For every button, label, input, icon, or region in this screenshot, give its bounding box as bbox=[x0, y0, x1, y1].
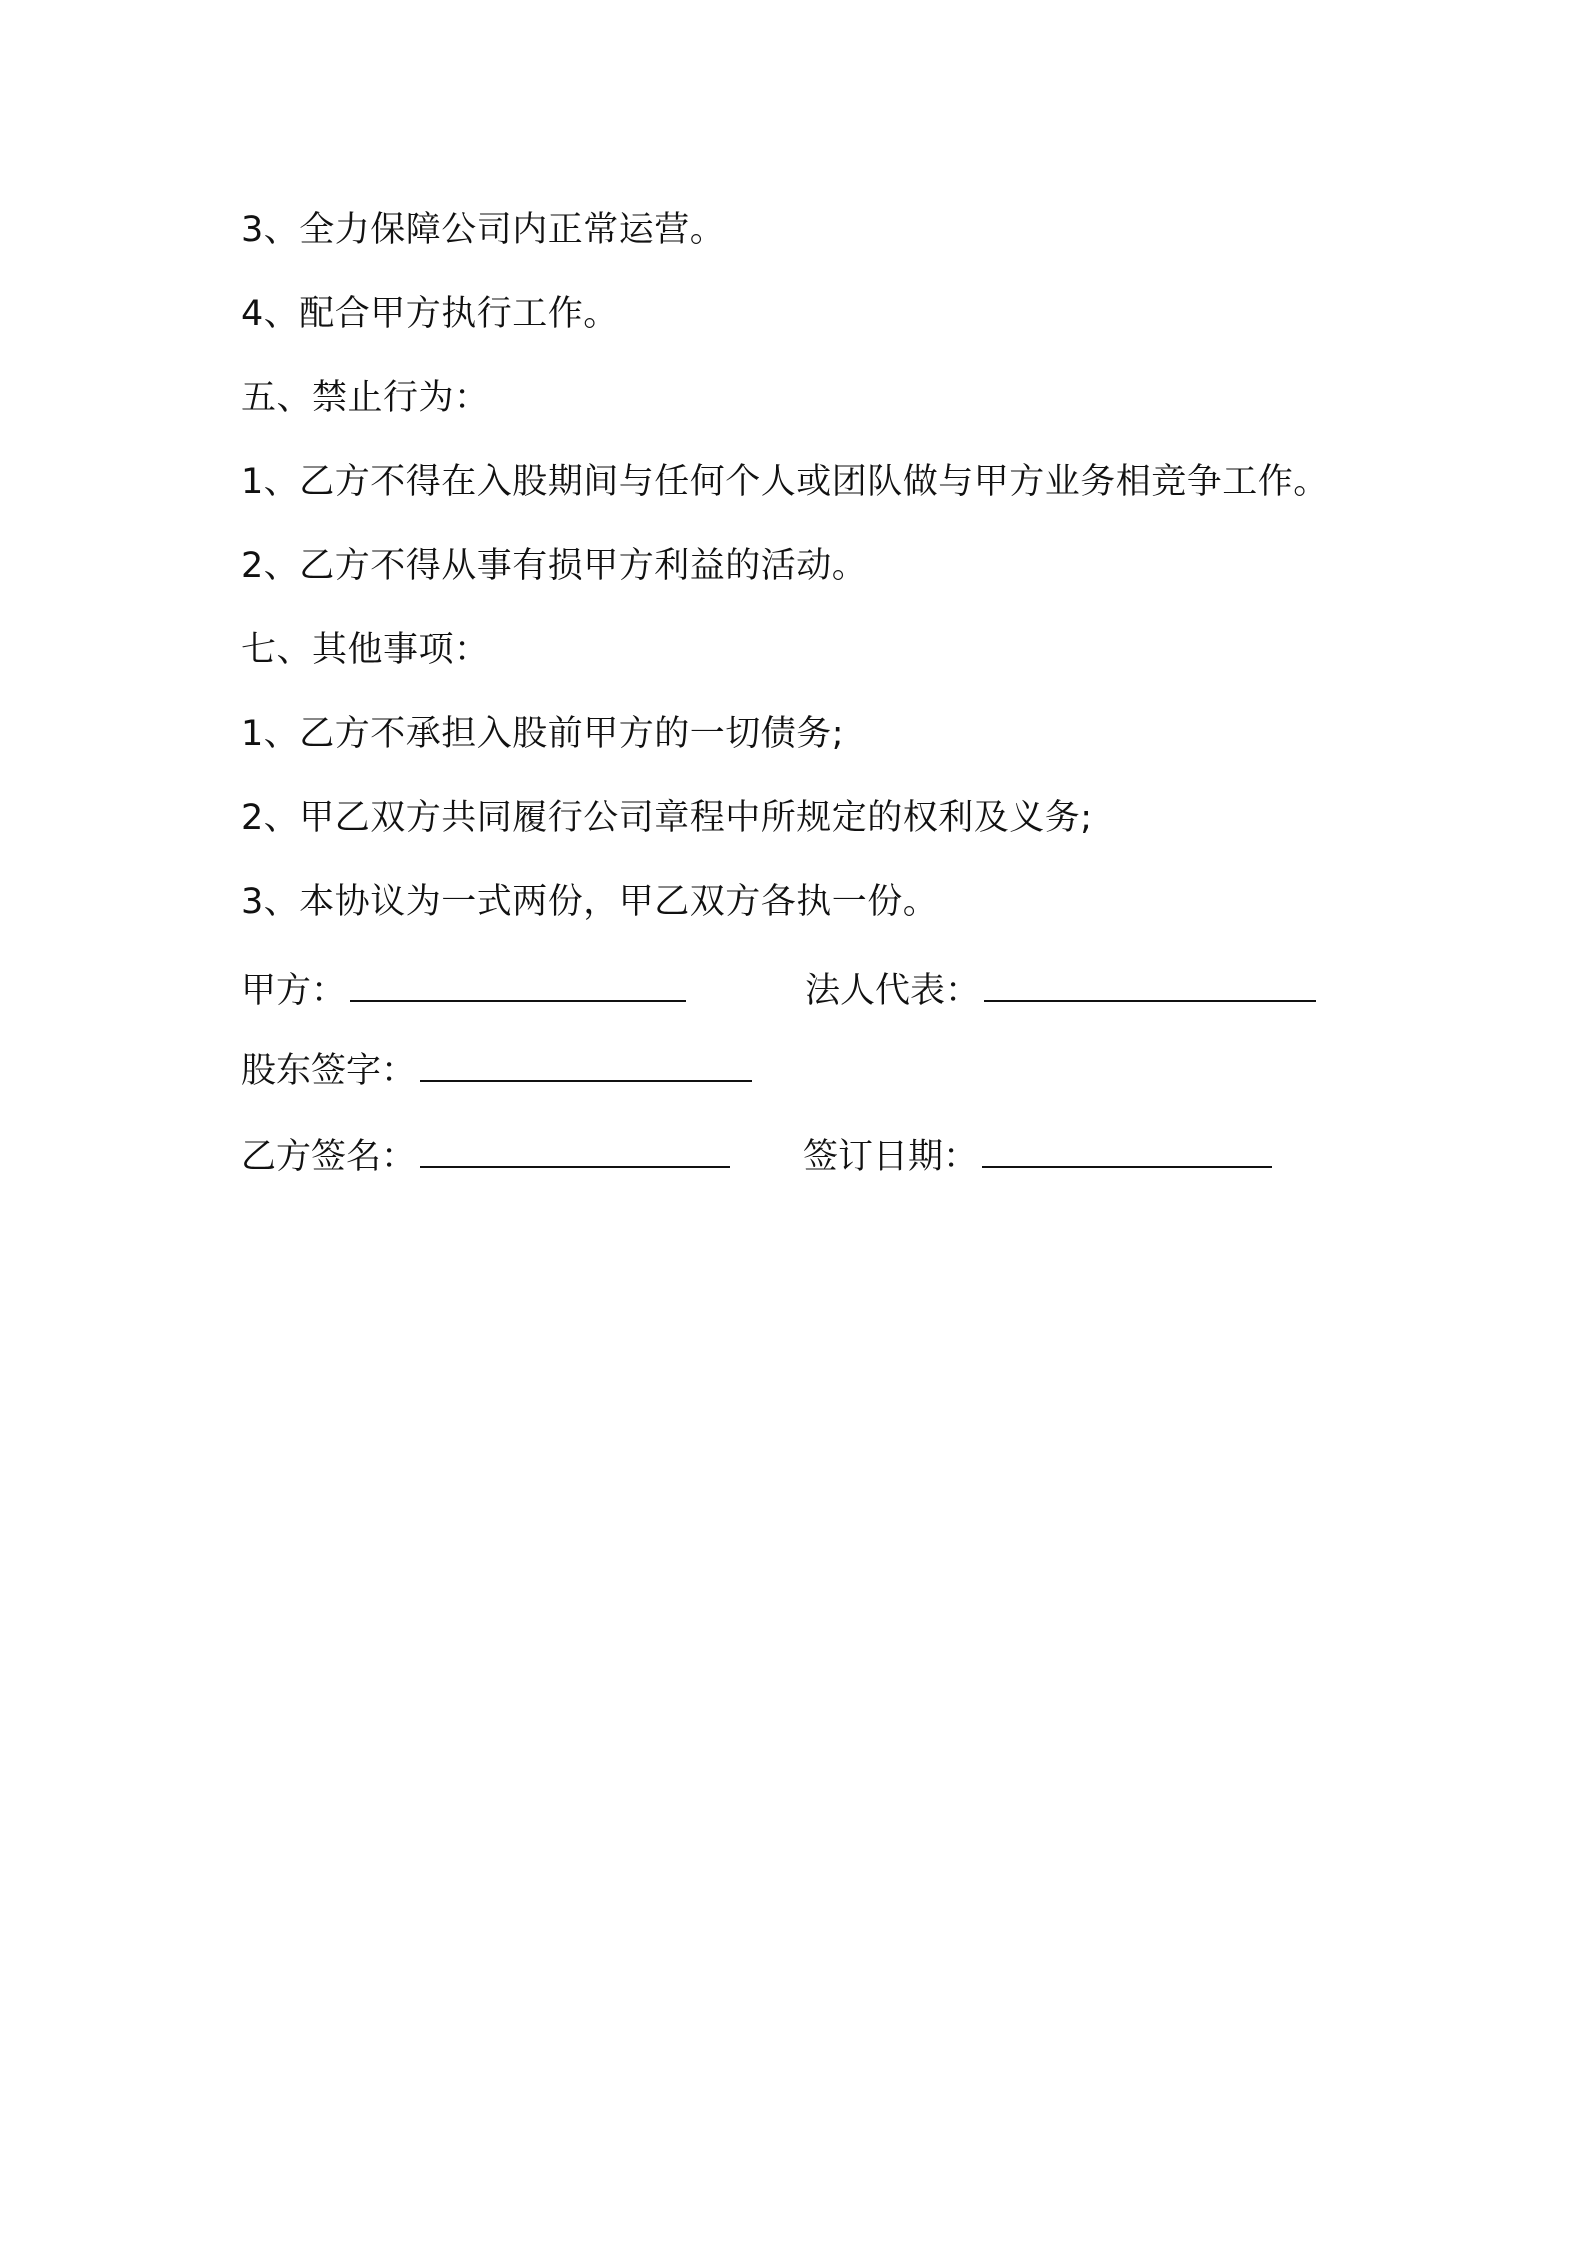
party-b-blank bbox=[420, 1132, 730, 1168]
sign-date-field bbox=[803, 1132, 1272, 1181]
clause-line: 4、配合甲方执行工作。 bbox=[241, 294, 619, 334]
clause-line: 3、全力保障公司内正常运营。 bbox=[241, 210, 726, 250]
clause-line: 3、本协议为一式两份，甲乙双方各执一份。 bbox=[241, 882, 939, 922]
clause-line: 2、乙方不得从事有损甲方利益的活动。 bbox=[241, 546, 868, 586]
party-a-signature-field bbox=[241, 966, 686, 1015]
clause-line: 1、乙方不承担入股前甲方的一切债务; bbox=[241, 714, 845, 754]
legal-rep-signature-field bbox=[805, 966, 1316, 1015]
party-a-blank bbox=[350, 966, 686, 1002]
section-heading: 七、其他事项： bbox=[241, 630, 490, 670]
shareholder-signature-field bbox=[241, 1046, 752, 1095]
shareholder-blank bbox=[420, 1046, 752, 1082]
sign-date-blank bbox=[982, 1132, 1272, 1168]
clause-line: 2、甲乙双方共同履行公司章程中所规定的权利及义务; bbox=[241, 798, 1093, 838]
legal-rep-blank bbox=[984, 966, 1316, 1002]
clause-line: 1、乙方不得在入股期间与任何个人或团队做与甲方业务相竞争工作。 bbox=[241, 462, 1329, 502]
shareholder-label: 股东签字： bbox=[241, 1051, 417, 1091]
sign-date-label: 签订日期： bbox=[803, 1137, 979, 1177]
party-b-signature-field bbox=[241, 1132, 730, 1181]
party-b-label: 乙方签名： bbox=[241, 1137, 417, 1177]
section-heading: 五、禁止行为： bbox=[241, 378, 490, 418]
legal-rep-label: 法人代表： bbox=[805, 971, 981, 1011]
party-a-label: 甲方： bbox=[241, 971, 347, 1011]
